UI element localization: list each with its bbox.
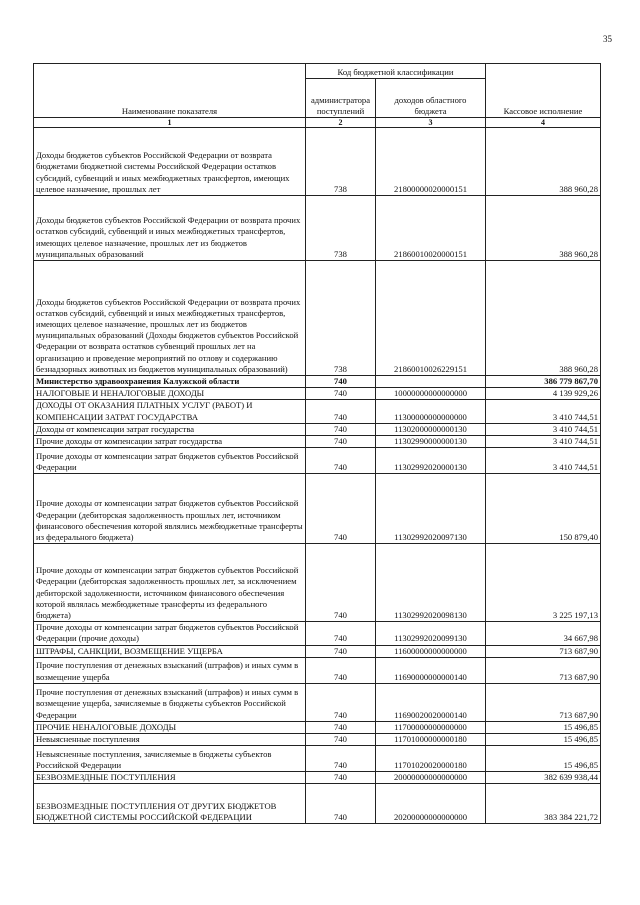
row-code: 20200000000000000 (376, 784, 486, 824)
page-number: 35 (603, 34, 612, 44)
col-num-1: 1 (34, 118, 306, 128)
row-code: 20000000000000000 (376, 772, 486, 784)
row-amount: 383 384 221,72 (486, 784, 601, 824)
row-name: Доходы бюджетов субъектов Российской Федерации от возврата прочих остатков субсидий, субвенций и иных межбюджетных трансфертов, имеющих целевое назначение, прошлых лет из бюджетов муниципальных образований (34, 196, 306, 261)
row-admin: 740 (306, 400, 376, 423)
row-amount: 713 687,90 (486, 657, 601, 683)
row-amount: 4 139 929,26 (486, 388, 601, 400)
table-row (34, 734, 601, 746)
row-amount: 34 667,98 (486, 622, 601, 645)
row-admin: 740 (306, 448, 376, 474)
row-amount: 15 496,85 (486, 746, 601, 772)
table-row (34, 436, 601, 448)
table-row (34, 721, 601, 733)
table-row (34, 388, 601, 400)
row-admin: 740 (306, 544, 376, 622)
table-row (34, 772, 601, 784)
row-code: 11302992020099130 (376, 622, 486, 645)
table-row (34, 400, 601, 423)
row-name: Прочие доходы от компенсации затрат бюджетов субъектов Российской Федерации (дебиторская задолженность прошлых лет, за исключением дебиторской задолженности, источником финансового обеспечения которой являлась межбюджетные трансферты из федерального бюджета) (34, 544, 306, 622)
row-code: 11300000000000000 (376, 400, 486, 423)
row-name: ШТРАФЫ, САНКЦИИ, ВОЗМЕЩЕНИЕ УЩЕРБА (34, 645, 306, 657)
col-num-2: 2 (306, 118, 376, 128)
table-row (34, 683, 601, 721)
row-amount: 713 687,90 (486, 645, 601, 657)
row-amount: 3 410 744,51 (486, 423, 601, 435)
row-admin: 740 (306, 436, 376, 448)
row-code (376, 376, 486, 388)
row-name: Прочие доходы от компенсации затрат бюджетов субъектов Российской Федерации (дебиторская задолженность прошлых лет, источником финансового обеспечения которой являлись межбюджетные трансферты из федерального бюджета) (34, 474, 306, 544)
row-admin: 738 (306, 128, 376, 196)
row-admin: 740 (306, 734, 376, 746)
row-name: ПРОЧИЕ НЕНАЛОГОВЫЕ ДОХОДЫ (34, 721, 306, 733)
row-admin: 738 (306, 261, 376, 376)
row-name: Прочие доходы от компенсации затрат государства (34, 436, 306, 448)
table-row (34, 622, 601, 645)
table-row (34, 423, 601, 435)
row-code: 21860010026229151 (376, 261, 486, 376)
row-name: Прочие поступления от денежных взысканий (штрафов) и иных сумм в возмещение ущерба, зачисляемые в бюджеты субъектов Российской Федерации (34, 683, 306, 721)
header-admin: администратора поступлений (306, 79, 376, 118)
row-name: Доходы от компенсации затрат государства (34, 423, 306, 435)
header-code-group: Код бюджетной классификации (306, 64, 486, 79)
row-amount: 388 960,28 (486, 128, 601, 196)
row-code: 11600000000000000 (376, 645, 486, 657)
row-admin: 740 (306, 657, 376, 683)
row-name: Доходы бюджетов субъектов Российской Федерации от возврата прочих остатков субсидий, субвенций и иных межбюджетных трансфертов, имеющих целевое назначение, прошлых лет из бюджетов муниципальных образований (Доходы бюджетов субъектов Российской Федерации от возврата остатков субвенций прошлых лет на организацию и проведение мероприятий по отлову и содержанию безнадзорных животных из бюджетов муниципальных образований) (34, 261, 306, 376)
row-code: 11690000000000140 (376, 657, 486, 683)
row-name: БЕЗВОЗМЕЗДНЫЕ ПОСТУПЛЕНИЯ (34, 772, 306, 784)
row-code: 11700000000000000 (376, 721, 486, 733)
header-exec: Кассовое исполнение (486, 64, 601, 118)
row-code: 11302992020098130 (376, 544, 486, 622)
table-row (34, 746, 601, 772)
row-name: Министерство здравоохранения Калужской области (34, 376, 306, 388)
row-name: ДОХОДЫ ОТ ОКАЗАНИЯ ПЛАТНЫХ УСЛУГ (РАБОТ) И КОМПЕНСАЦИИ ЗАТРАТ ГОСУДАРСТВА (34, 400, 306, 423)
table-row (34, 657, 601, 683)
row-code: 11690020020000140 (376, 683, 486, 721)
row-admin: 740 (306, 474, 376, 544)
row-admin: 740 (306, 721, 376, 733)
table-row (34, 784, 601, 824)
table-row (34, 196, 601, 261)
row-admin: 740 (306, 784, 376, 824)
budget-table (33, 63, 601, 824)
row-admin: 740 (306, 423, 376, 435)
row-name: Невыясненные поступления, зачисляемые в бюджеты субъектов Российской Федерации (34, 746, 306, 772)
table-row (34, 261, 601, 376)
row-name: Прочие поступления от денежных взысканий (штрафов) и иных сумм в возмещение ущерба (34, 657, 306, 683)
row-amount: 3 225 197,13 (486, 544, 601, 622)
row-admin: 740 (306, 622, 376, 645)
row-admin: 740 (306, 746, 376, 772)
row-amount: 3 410 744,51 (486, 448, 601, 474)
table-row (34, 448, 601, 474)
row-amount: 382 639 938,44 (486, 772, 601, 784)
header-name: Наименование показателя (34, 64, 306, 118)
row-name: БЕЗВОЗМЕЗДНЫЕ ПОСТУПЛЕНИЯ ОТ ДРУГИХ БЮДЖЕТОВ БЮДЖЕТНОЙ СИСТЕМЫ РОССИЙСКОЙ ФЕДЕРАЦИИ (34, 784, 306, 824)
row-amount: 386 779 867,70 (486, 376, 601, 388)
row-code: 10000000000000000 (376, 388, 486, 400)
table-row (34, 645, 601, 657)
row-amount: 15 496,85 (486, 734, 601, 746)
table-row (34, 474, 601, 544)
col-num-3: 3 (376, 118, 486, 128)
row-code: 11701020020000180 (376, 746, 486, 772)
row-name: Прочие доходы от компенсации затрат бюджетов субъектов Российской Федерации (прочие доходы) (34, 622, 306, 645)
table-row (34, 376, 601, 388)
row-amount: 713 687,90 (486, 683, 601, 721)
header-income: доходов областного бюджета (376, 79, 486, 118)
row-code: 11302992020097130 (376, 474, 486, 544)
row-admin: 740 (306, 645, 376, 657)
col-num-4: 4 (486, 118, 601, 128)
row-name: Доходы бюджетов субъектов Российской Федерации от возврата бюджетами бюджетной системы Российской Федерации остатков субсидий, субвенций и иных межбюджетных трансфертов, имеющих целевое назначение, прошлых лет (34, 128, 306, 196)
table-row (34, 128, 601, 196)
row-admin: 740 (306, 376, 376, 388)
row-amount: 3 410 744,51 (486, 436, 601, 448)
row-admin: 740 (306, 772, 376, 784)
row-admin: 740 (306, 388, 376, 400)
row-code: 21860010020000151 (376, 196, 486, 261)
table-row (34, 544, 601, 622)
row-name: НАЛОГОВЫЕ И НЕНАЛОГОВЫЕ ДОХОДЫ (34, 388, 306, 400)
row-admin: 738 (306, 196, 376, 261)
row-code: 11302000000000130 (376, 423, 486, 435)
row-code: 21800000020000151 (376, 128, 486, 196)
row-amount: 15 496,85 (486, 721, 601, 733)
row-name: Невыясненные поступления (34, 734, 306, 746)
row-code: 11701000000000180 (376, 734, 486, 746)
row-admin: 740 (306, 683, 376, 721)
row-amount: 388 960,28 (486, 196, 601, 261)
row-amount: 150 879,40 (486, 474, 601, 544)
row-amount: 3 410 744,51 (486, 400, 601, 423)
row-code: 11302990000000130 (376, 436, 486, 448)
row-code: 11302992020000130 (376, 448, 486, 474)
row-amount: 388 960,28 (486, 261, 601, 376)
row-name: Прочие доходы от компенсации затрат бюджетов субъектов Российской Федерации (34, 448, 306, 474)
